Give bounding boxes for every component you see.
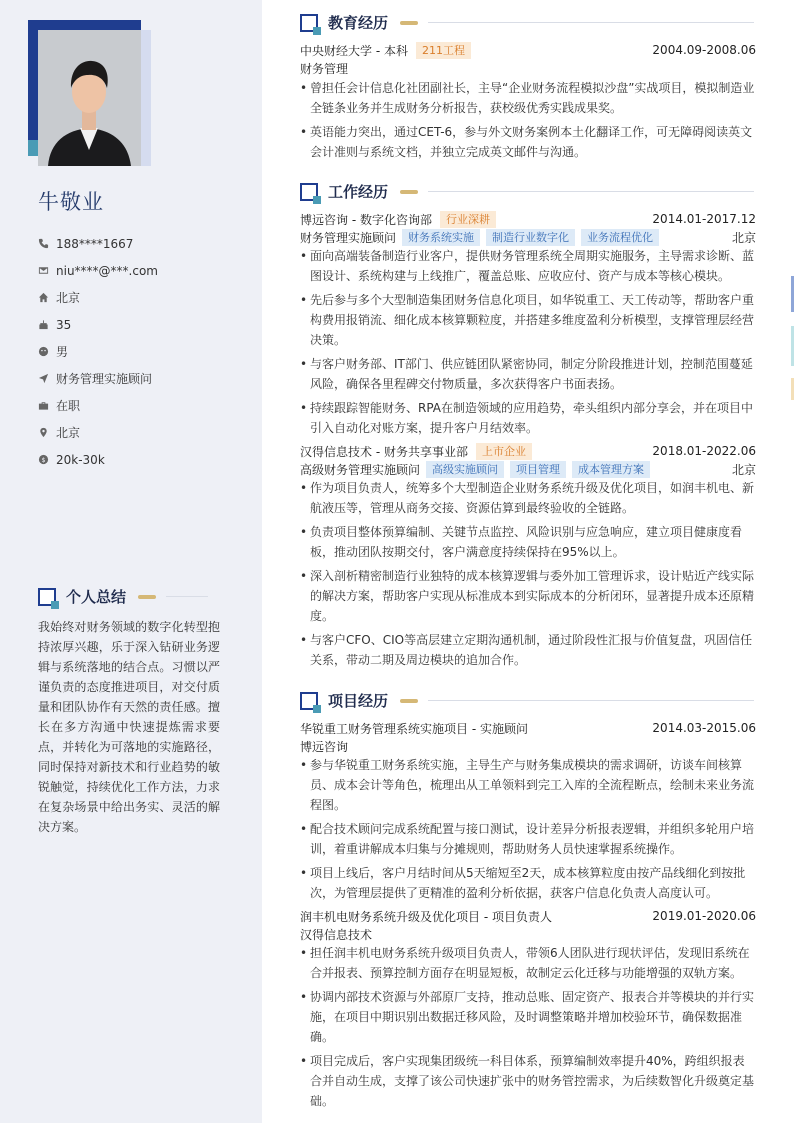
project-bullets [300,943,756,1115]
list-item: • 先后参与多个大型制造集团财务信息化项目，如华锐重工、天工传动等，帮助客户重构费用报销流、细化成本核算颗粒度，并搭建多维度盈利分析模型，支撑管理层经营决策。 [300,290,756,350]
company-name: 汉得信息技术 - 财务共享事业部 [300,444,468,459]
section-dash [400,21,418,25]
section-divider [166,596,208,597]
job-date: 2018.01-2022.06 [652,444,756,458]
company-tag: 上市企业 [476,443,532,460]
project-org: 汉得信息技术 [300,927,373,942]
contact-info-list [38,230,158,473]
school-name: 中央财经大学 - 本科 [300,43,408,58]
info-phone [38,230,158,257]
email-icon [38,265,56,276]
info-text: 北京 [56,291,81,305]
section-dash [138,595,156,599]
skill-tag: 财务系统实施 [402,229,480,246]
section-square-icon [300,14,318,32]
job-header-row [300,442,756,460]
section-dash [400,190,418,194]
section-divider [428,191,754,192]
info-text: 男 [56,345,69,359]
list-item: • 项目上线后，客户月结时间从5天缩短至2天，成本核算粒度由按产品线细化到按批次，为管理层提供了更精准的盈利分析依据，获客户信息化负责人高度认可。 [300,863,756,903]
education-section-header [300,12,754,33]
list-item: • 配合技术顾问完成系统配置与接口测试，设计差异分析报表逻辑，并组织多轮用户培训，着重讲解成本归集与分摊规则，帮助财务人员快速掌握系统操作。 [300,819,756,859]
info-text: 188****1667 [56,236,134,251]
project-header-row [300,719,756,737]
job-header-row [300,210,756,228]
skill-tag: 高级实施顾问 [426,461,504,478]
info-position [38,365,158,392]
section-title: 个人总结 [66,588,127,606]
job-city: 北京 [731,230,756,245]
section-dash [400,699,418,703]
section-divider [428,22,754,23]
job-date: 2014.01-2017.12 [652,212,756,226]
project-name: 润丰机电财务系统升级及优化项目 - 项目负责人 [300,909,552,924]
summary-section-header [38,586,208,607]
project-org-row [300,737,756,755]
cake-icon [38,319,56,330]
list-item: • 项目完成后，客户实现集团级统一科目体系，预算编制效率提升40%，跨组织报表合并自动生成，支撑了该公司快速扩张中的财务管控需求，为后续数智化升级奠定基础。 [300,1051,756,1111]
project-date: 2019.01-2020.06 [652,909,756,923]
education-header-row [300,41,756,59]
photo-accent [28,140,38,156]
phone-icon [38,238,56,249]
info-text: 35 [56,317,72,332]
section-square-icon [300,692,318,710]
list-item: • 作为项目负责人，统筹多个大型制造企业财务系统升级及优化项目，如润丰机电、新航液压等，管理从商务交接、资源估算到最终验收的全链路。 [300,478,756,518]
skill-tag: 业务流程优化 [581,229,659,246]
info-text: niu****@***.com [56,263,158,278]
skill-tag: 制造行业数字化 [486,229,575,246]
project-org-row [300,925,756,943]
section-divider [428,700,754,701]
gender-icon [38,346,56,357]
section-square-icon [300,183,318,201]
briefcase-icon [38,400,56,411]
work-section-header [300,181,754,202]
job-role-row [300,460,756,478]
photo-frame-side [141,30,151,166]
list-item: • 持续跟踪智能财务、RPA在制造领域的应用趋势，牵头组织内部分享会，并在项目中引入自动化对账方案，提升客户月结效率。 [300,398,756,438]
company-tag: 行业深耕 [440,211,496,228]
list-item: • 与客户CFO、CIO等高层建立定期沟通机制，通过阶段性汇报与价值复盘，巩固信任关系，带动二期及周边模块的追加合作。 [300,630,756,670]
job-role-row [300,228,756,246]
education-date: 2004.09-2008.06 [652,43,756,57]
info-home [38,284,158,311]
location-icon [38,427,56,438]
school-tag: 211工程 [416,42,471,59]
list-item: • 曾担任会计信息化社团副社长，主导“企业财务流程模拟沙盘”实战项目，模拟制造业全链条业务并生成财务分析报告，获校级优秀实践成果奖。 [300,78,756,118]
job-bullets [300,246,756,442]
education-bullets [300,78,756,166]
job-bullets [300,478,756,674]
section-title: 教育经历 [328,14,389,32]
candidate-name: 牛敬业 [38,190,104,214]
info-age [38,311,158,338]
send-icon [38,373,56,384]
job-city: 北京 [731,462,756,477]
info-text: 在职 [56,399,81,413]
info-gender [38,338,158,365]
projects-section-header [300,690,754,711]
skill-tag: 成本管理方案 [572,461,650,478]
section-square-icon [38,588,56,606]
info-email [38,257,158,284]
svg-text:$: $ [41,455,46,464]
education-major-row [300,59,756,77]
project-bullets [300,755,756,907]
list-item: • 英语能力突出，通过CET-6，参与外文财务案例本土化翻译工作，可无障碍阅读英文会计准则与系统文档，并独立完成英文邮件与沟通。 [300,122,756,162]
avatar [38,30,141,166]
company-name: 博远咨询 - 数字化咨询部 [300,212,432,227]
list-item: • 与客户财务部、IT部门、供应链团队紧密协同，制定分阶段推进计划，控制范围蔓延风险，确保各里程碑交付物质量，多次获得客户书面表扬。 [300,354,756,394]
list-item: • 参与华锐重工财务系统实施，主导生产与财务集成模块的需求调研，访谈车间核算员、成本会计等角色，梳理出从工单领料到完工入库的全流程断点，绘制未来业务流程图。 [300,755,756,815]
list-item: • 负责项目整体预算编制、关键节点监控、风险识别与应急响应，建立项目健康度看板，推动团队按期交付，客户满意度持续保持在95%以上。 [300,522,756,562]
major: 财务管理 [300,61,349,76]
info-city [38,419,158,446]
project-header-row [300,907,756,925]
home-icon [38,292,56,303]
project-org: 博远咨询 [300,739,349,754]
project-date: 2014.03-2015.06 [652,721,756,735]
list-item: • 协调内部技术资源与外部原厂支持，推动总账、固定资产、报表合并等模块的并行实施，在项目中期识别出数据迁移风险，及时调整策略并增加校验环节，确保数据准确。 [300,987,756,1047]
list-item: • 面向高端装备制造行业客户，提供财务管理系统全周期实施服务，主导需求诊断、蓝图设计、系统构建与上线推广，覆盖总账、应收应付、资产与成本等核心模块。 [300,246,756,286]
summary-text: 我始终对财务领域的数字化转型抱持浓厚兴趣，乐于深入钻研业务逻辑与系统落地的结合点。习惯以严谨负责的态度推进项目，对交付质量和团队协作有天然的责任感。擅长在多方沟通中快速提炼需求要点，并转化为可落地的实施路径，同时保持对新技术和行业趋势的敏锐触觉，持续优化工作方法，力求在复杂场景中给出务实、灵活的解决方案。 [38,620,220,834]
section-title: 工作经历 [328,183,389,201]
info-text: 北京 [56,426,81,440]
info-status [38,392,158,419]
job-role: 高级财务管理实施顾问 [300,462,421,477]
sidebar [0,0,262,1123]
salary-icon [38,454,56,465]
info-text: 财务管理实施顾问 [56,372,153,386]
skill-tag: 项目管理 [510,461,566,478]
section-title: 项目经历 [328,692,389,710]
main-content [262,0,794,1123]
info-salary [38,446,158,473]
info-text: 20k-30k [56,452,105,467]
list-item: • 深入剖析精密制造行业独特的成本核算逻辑与委外加工管理诉求，设计贴近产线实际的解决方案，帮助客户实现从标准成本到实际成本的分析闭环，显著提升成本还原精度。 [300,566,756,626]
list-item: • 担任润丰机电财务系统升级项目负责人，带领6人团队进行现状评估，发现旧系统在合并报表、预算控制方面存在明显短板，故制定云化迁移与功能增强的双轨方案。 [300,943,756,983]
project-name: 华锐重工财务管理系统实施项目 - 实施顾问 [300,721,528,736]
job-role: 财务管理实施顾问 [300,230,397,245]
